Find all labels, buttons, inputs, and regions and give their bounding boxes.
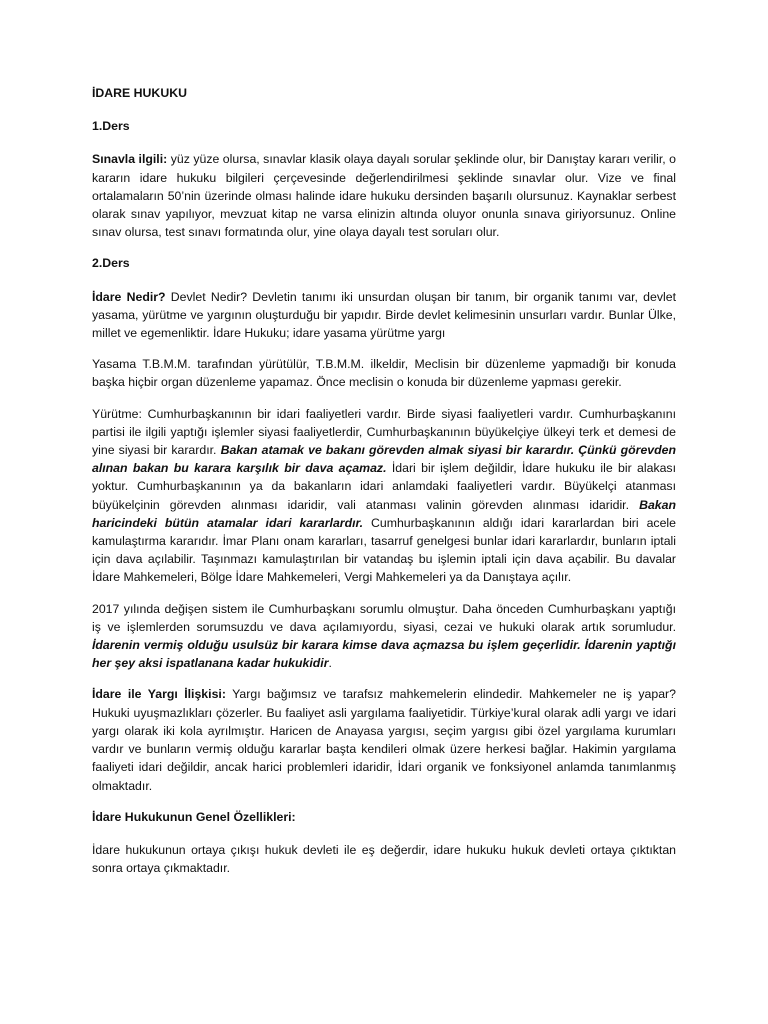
body-text: Yürütme: Cumhurbaşkanının bir idari faaliyetleri vardır. Birde siyasi faaliyetleri vardır. Cumhurbaşkanını partisi ile ilgili yaptığı işlemler siyasi faaliyetlerdir, Cumhurbaşkanının büyükelçiye ülkeyi terk et demesi de yine siyasi bir karardır. <box>92 406 676 458</box>
body-text: İdare hukukunun ortaya çıkışı hukuk devleti ile eş değerdir, idare hukuku hukuk devleti ortaya çıktıktan sonra ortaya çıkmaktadır. <box>92 842 676 876</box>
body-text: Yasama T.B.M.M. tarafından yürütülür, T.B.M.M. ilkeldir, Meclisin bir düzenleme yapmadığı bir konuda başka hiçbir organ düzenleme yapamaz. Önce meclisin o konuda bir düzenleme yapması gerekir. <box>92 357 676 390</box>
document-page <box>92 84 676 890</box>
paragraph <box>92 288 676 343</box>
emphasis-text: İdare Nedir? <box>92 289 166 304</box>
paragraph <box>92 841 676 877</box>
body-text: 2017 yılında değişen sistem ile Cumhurbaşkanı sorumlu olmuştur. Daha önceden Cumhurbaşkanı yaptığı iş ve işlemlerden sorumsuzdu ve dava açılamıyordu, siyasi, cezai ve hukuki olarak artık sorumludur. <box>92 601 676 634</box>
paragraph <box>92 150 676 241</box>
body-text: Cumhurbaşkanının aldığı idari kararlardan biri acele kamulaştırma kararıdır. İmar Planı onam kararları, tasarruf genelgesi bunlar idari kararlardır, bunların iptali için dava açılabilir. Taşınmazı kamulaştırılan bir vatandaş bu işlemin iptali için dava açabilir. Bu davalar İdare Mahkemeleri, Bölge İdare Mahkemeleri, Vergi Mahkemeleri ya da Danıştaya açılır. <box>92 515 676 585</box>
body-text: Devlet Nedir? Devletin tanımı iki unsurdan oluşan bir tanım, bir organik tanımı var, devlet yasama, yürütme ve yargının oluşturduğu bir yapıdır. Birde devlet kelimesinin unsurları vardır. Bunlar Ülke, millet ve egemenliktir. İdare Hukuku; idare yasama yürütme yargı <box>92 289 676 341</box>
body-text: yüz yüze olursa, sınavlar klasik olaya dayalı sorular şeklinde olur, bir Danıştay kararı verilir, o kararın idare hukuku bilgileri çerçevesinde değerlendirilmesi şeklinde sınavlar olur. Vize ve final ortalamaların 50’nin üzerinde olması halinde idare hukuku dersinden başarılı olursunuz. Kaynaklar serbest olarak sınav yapılıyor, mevzuat kitap ne varsa elinizin altında oluyor onunla sınava giriyorsunuz. Online sınav olursa, test sınavı formatında olur, yine olaya dayalı test soruları olur. <box>92 152 676 240</box>
body-text: İdari bir işlem değildir, İdare hukuku ile bir alakası yoktur. Cumhurbaşkanının ya da bakanların idari anlamdaki faaliyetleri vardır. Büyükelçi atanması büyükelçinin görevden alınması idaridir, vali atanması valinin görevden alınması idaridir. <box>92 461 676 512</box>
emphasis-text: Sınavla ilgili: <box>92 152 168 167</box>
paragraph <box>92 355 676 391</box>
document-title: İDARE HUKUKU <box>92 86 187 100</box>
body-text: . <box>328 656 332 671</box>
section-heading: 1.Ders <box>92 119 130 134</box>
paragraph <box>92 685 676 794</box>
paragraph <box>92 405 676 587</box>
emphasis-text: İdarenin vermiş olduğu usulsüz bir karara kimse dava açmazsa bu işlem geçerlidir. İdarenin yaptığı her şey aksi ispatlanana kadar hukukidir <box>92 638 676 671</box>
body-text: Yargı bağımsız ve tarafsız mahkemelerin elindedir. Mahkemeler ne iş yapar? Hukuki uyuşmazlıkları çözerler. Bu faaliyet asli yargılama faaliyetidir. Türkiye’kural olarak adli yargı ve idari yargı olarak iki kola ayrılmıştır. Haricen de Anayasa yargısı, seçim yargısı gibi özel yargılama kurumları vardır ve bunların vermiş olduğu kararlar başta kendileri olmak üzere herkesi bağlar. Hakimin yargılama faaliyeti idari değildir, ancak harici problemleri idaridir, İdari organik ve fonksiyonel anlamda tanımlanmış olmaktadır. <box>92 687 676 793</box>
document-body <box>92 117 676 877</box>
section-heading: İdare Hukukunun Genel Özellikleri: <box>92 809 296 824</box>
emphasis-text: Bakan atamak ve bakanı görevden almak siyasi bir karardır. Çünkü görevden alınan bakan bu karara karşılık bir dava açamaz. <box>92 443 676 476</box>
emphasis-text: Bakan haricindeki bütün atamalar idari kararlardır. <box>92 497 676 530</box>
emphasis-text: İdare ile Yargı İlişkisi: <box>92 687 226 702</box>
paragraph <box>92 600 676 673</box>
section-heading: 2.Ders <box>92 256 130 271</box>
